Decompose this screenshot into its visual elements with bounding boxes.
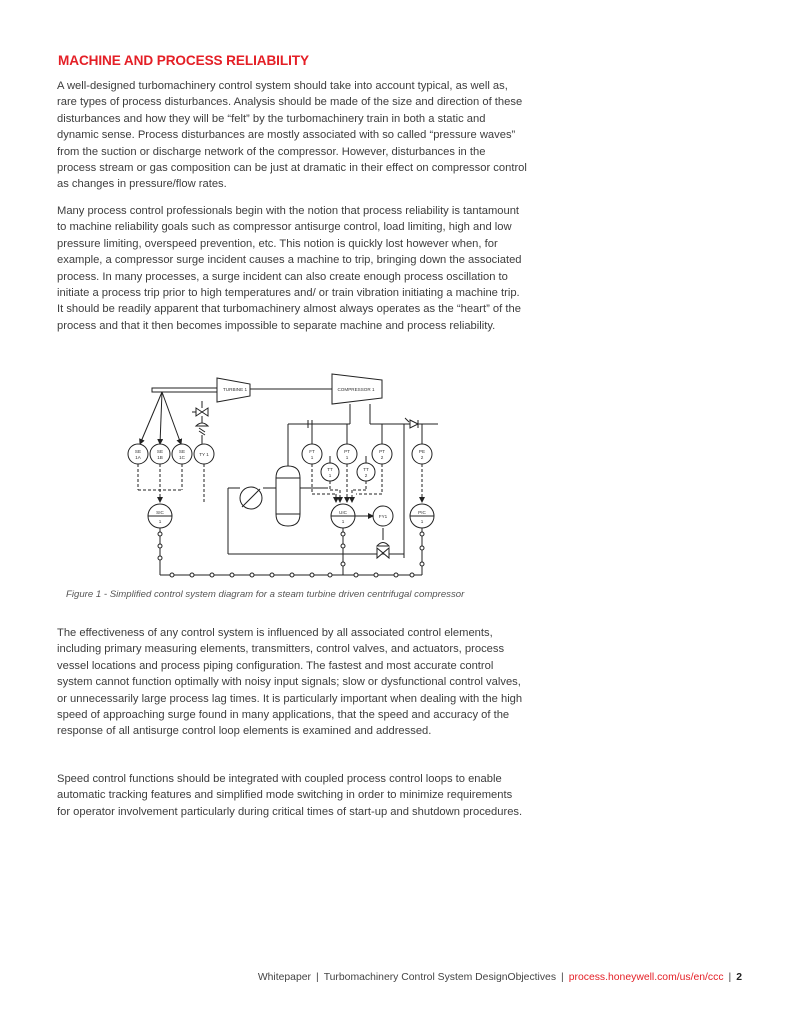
paragraph-control-elements: The effectiveness of any control system is influenced by all associated control elements, including primary measuring elements, transmitters, control valves, and actuators, process vessel locations and process piping configuration. The fastest and most accurate control system cannot function optimally with noisy input signals; slow or dysfunctional control valves, or unnecessarily large process lag times. It is particularly important when dealing with the high speed of approaching surge found in many applications, that the speed and accuracy of the response of all antisurge control loop elements is examined and addressed. (57, 627, 523, 738)
pe2-label: PE (418, 449, 426, 454)
footer-separator: | (315, 972, 319, 983)
tt2-label: TT (363, 467, 369, 472)
uic-label: UIC (339, 510, 347, 515)
turbine-label: TURBINE 1 (223, 387, 247, 392)
diagram-svg (120, 368, 450, 583)
pt2-label: PT (379, 449, 385, 454)
footer-doc-title: Turbomachinery Control System DesignObjectives (323, 972, 557, 983)
se1b-label: SE (156, 449, 164, 454)
figure-caption: Figure 1 - Simplified control system diagram for a steam turbine driven centrifugal compressor (66, 589, 465, 600)
pt2-tag: 2 (380, 455, 384, 460)
footer-separator: | (728, 972, 732, 983)
paragraph-disturbances: A well-designed turbomachinery control system should take into account typical, as well as, rare types of process disturbances. Analysis should be made of the size and direction of these disturbances and how they will be “felt” by the turbomachinery train in both a static and dynamic sense. Process disturbances are mostly associated with so called “pressure waves” from the suction or discharge network of the compressor. However, disturbances in the process stream or gas composition can be just at dramatic in their effect on compressor control as changes in pressure/flow rates. (57, 80, 527, 191)
se1c-tag: 1C (179, 455, 185, 460)
section-title: MACHINE AND PROCESS RELIABILITY (58, 53, 309, 68)
pe2-tag: 2 (420, 455, 424, 460)
steam-valve (196, 408, 208, 416)
se1a-tag: 1A (135, 455, 141, 460)
sic-label: SIC (156, 510, 164, 515)
tt1-tag: 1 (328, 473, 332, 478)
separator-vessel (276, 466, 300, 526)
page-number: 2 (736, 972, 742, 983)
compressor-label: COMPRESSOR 1 (337, 387, 375, 392)
tt1-label: TT (327, 467, 333, 472)
tt2-tag: 2 (364, 473, 368, 478)
pic-tag: 1 (420, 519, 424, 524)
fy1-label: FY1 (378, 514, 388, 519)
shaft (152, 388, 217, 392)
se1a-label: SE (134, 449, 142, 454)
antisurge-valve (377, 548, 389, 558)
se1c-label: SE (178, 449, 186, 454)
sic-tag: 1 (158, 519, 162, 524)
uic-tag: 1 (341, 519, 345, 524)
pic-label: PIC (418, 510, 426, 515)
paragraph-speed-control: Speed control functions should be integrated with coupled process control loops to enable automatic tracking features and simplified mode switching in order to minimize requirements for operator involvement particularly during critical times of start-up and shutdown procedures. (57, 773, 523, 818)
footer-doc-type: Whitepaper (257, 972, 311, 983)
paragraph-reliability: Many process control professionals begin with the notion that process reliability is tantamount to machine reliability goals such as compressor antisurge control, load limiting, high and low pressure limiting, overspeed prevention, etc. This notion is quickly lost however when, for example, a compressor surge incident causes a machine to trip, bringing down the associated process. In many processes, a surge incident can also create enough process oscillation to initiate a process trip prior to high temperatures and/ or train vibration initiating a machine trip. It should be readily apparent that turbomachinery almost always operates as the “heart” of the process and that it then becomes impossible to separate machine and process reliability. (57, 205, 522, 332)
ty1-label: TY 1 (199, 452, 209, 457)
footer-separator: | (561, 972, 564, 983)
footer-url-link[interactable]: process.honeywell.com/us/en/ccc (568, 972, 724, 983)
pt1-label: PT (344, 449, 350, 454)
pt1-tag: 1 (345, 455, 349, 460)
se1b-tag: 1B (157, 455, 163, 460)
page-footer (258, 972, 742, 983)
ft1-tag: 1 (310, 455, 314, 460)
control-system-diagram (120, 368, 450, 583)
ft1-label: FT (309, 449, 315, 454)
